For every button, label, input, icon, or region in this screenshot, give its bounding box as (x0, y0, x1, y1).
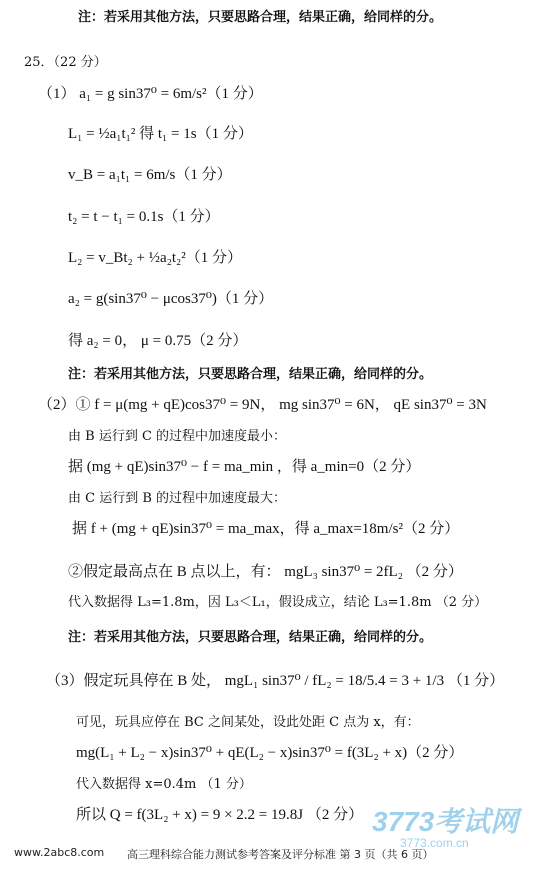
part2-line3: 据 (mg + qE)sin37⁰ − f = ma_min ，得 a_min=0（2 分） (68, 459, 421, 475)
part1-line2: L₁ = ½a₁t₁² 得 t₁ = 1s（1 分） (68, 126, 253, 142)
footer-site: www.2abc8.com (14, 846, 105, 859)
part2-line7: 代入数据得 L₃=1.8m，因 L₃＜L₁，假设成立，结论 L₃=1.8m （2 分） (68, 595, 488, 610)
watermark-url: 3773.com.cn (400, 836, 469, 850)
part3-line2: 可见，玩具应停在 BC 之间某处，设此处距 C 点为 x，有： (76, 715, 420, 730)
part1-line6: a₂ = g(sin37⁰ − μcos37⁰)（1 分） (68, 291, 274, 307)
part1-line4: t₂ = t − t₁ = 0.1s（1 分） (68, 209, 220, 225)
part1-line1: （1） a₁ = g sin37⁰ = 6m/s²（1 分） (38, 86, 263, 102)
part1-line3: v_B = a₁t₁ = 6m/s（1 分） (68, 167, 232, 183)
part1-line5: L₂ = v_Bt₂ + ½a₂t₂²（1 分） (68, 250, 242, 266)
part2-line4: 由 C 运行到 B 的过程中加速度最大： (68, 491, 287, 506)
question-header: 25．（22 分） (24, 55, 107, 70)
part3-line1: （3）假定玩具停在 B 处， mgL₁ sin37⁰ / fL₂ = 18/5.4 = 3 + 1/3 （1 分） (46, 673, 505, 689)
scoring-note-top: 注：若采用其他方法，只要思路合理，结果正确，给同样的分。 (78, 10, 443, 25)
part2-line2: 由 B 运行到 C 的过程中加速度最小： (68, 429, 287, 444)
part2-line1: （2）① f = μ(mg + qE)cos37⁰ = 9N， mg sin37⁰ = 6N， qE sin37⁰ = 3N (38, 397, 487, 413)
part1-line7: 得 a₂ = 0， μ = 0.75（2 分） (68, 333, 248, 349)
footer-title: 高三理科综合能力测试参考答案及评分标准 第 3 页（共 6 页） (127, 848, 434, 861)
part2-line6: ②假定最高点在 B 点以上，有： mgL₃ sin37⁰ = 2fL₂ （2 分） (68, 564, 463, 580)
part3-line5: 所以 Q = f(3L₂ + x) = 9 × 2.2 = 19.8J （2 分） (76, 807, 364, 823)
part3-line4: 代入数据得 x=0.4m （1 分） (76, 777, 252, 792)
part3-line3: mg(L₁ + L₂ − x)sin37⁰ + qE(L₂ − x)sin37⁰ = f(3L₂ + x)（2 分） (76, 745, 464, 761)
scoring-note-part1: 注：若采用其他方法，只要思路合理，结果正确，给同样的分。 (68, 367, 433, 382)
scoring-note-part2: 注：若采用其他方法，只要思路合理，结果正确，给同样的分。 (68, 630, 433, 645)
part2-line5: 据 f + (mg + qE)sin37⁰ = ma_max，得 a_max=18m/s²（2 分） (72, 521, 460, 537)
watermark-logo: 3773考试网 (372, 806, 519, 837)
